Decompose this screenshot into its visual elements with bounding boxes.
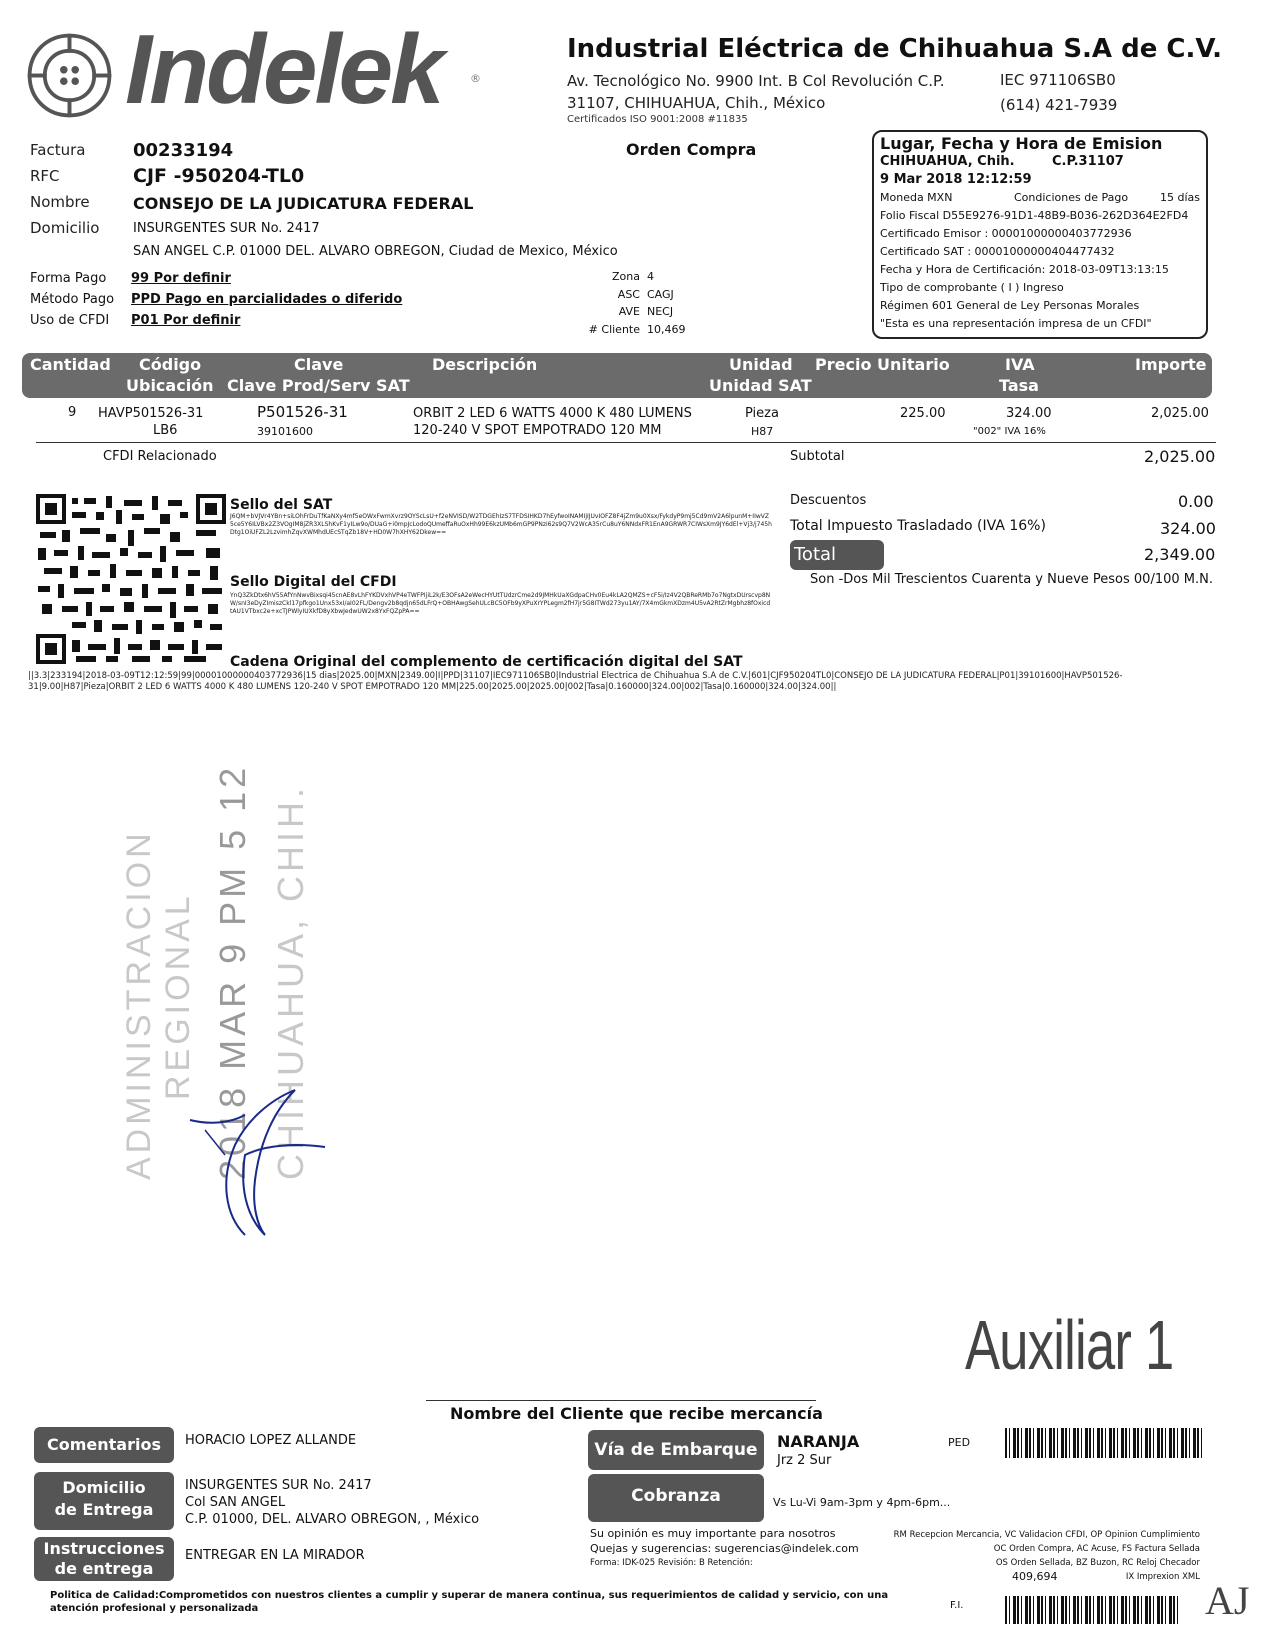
auxiliar-handwriting: Auxiliar 1 <box>965 1306 1174 1384</box>
row-cantidad: 9 <box>68 405 77 420</box>
uso-cfdi: P01 Por definir <box>131 313 241 328</box>
company-contact <box>1000 68 1117 118</box>
col-clave-prod: Clave Prod/Serv SAT <box>227 376 410 395</box>
row-ubicacion: LB6 <box>153 423 178 438</box>
orden-compra: Orden Compra <box>626 140 757 159</box>
rfc-label: RFC <box>30 167 60 185</box>
forma-pago: 99 Por definir <box>131 271 231 286</box>
col-unidad-sat: Unidad SAT <box>709 376 812 395</box>
table-header <box>22 353 1212 398</box>
domicilio-label: Domicilio <box>30 219 100 237</box>
instrucciones-value: ENTREGAR EN LA MIRADOR <box>185 1548 365 1563</box>
total-label: Total <box>790 540 884 570</box>
metodo-pago-label: Método Pago <box>30 292 115 307</box>
via-embarque: NARANJA <box>777 1432 860 1451</box>
emision-lugar: CHIHUAHUA, Chih. <box>880 154 1015 169</box>
col-unidad: Unidad <box>729 355 793 374</box>
registered-mark: ® <box>470 72 481 85</box>
moneda: Moneda MXN <box>880 191 953 204</box>
sello-sat-title: Sello del SAT <box>230 497 333 513</box>
recibe-title: Nombre del Cliente que recibe mercancía <box>450 1404 823 1423</box>
iso-cert: Certificados ISO 9001:2008 #11835 <box>567 114 748 125</box>
logo-text: Indelek <box>125 14 442 124</box>
total-letra: Son -Dos Mil Trescientos Cuarenta y Nueve Pesos 00/100 M.N. <box>810 572 1213 587</box>
factura-label: Factura <box>30 141 86 159</box>
folio-number: 409,694 <box>1012 1570 1058 1583</box>
legend-block: RM Recepcion Mercancia, VC Validacion CFDI, OP Opinion Cumplimiento OC Orden Compra, AC Acuse, FS Factura Sellada OS Orden Sellada, BZ Buzon, RC Reloj Checador 409,694 IX Imprexion XML <box>893 1530 1200 1583</box>
row-iva: 324.00 <box>1006 406 1052 421</box>
client-name: CONSEJO DE LA JUDICATURA FEDERAL <box>133 194 474 213</box>
impuesto-value: 324.00 <box>1160 519 1216 538</box>
barcode-top-icon <box>1005 1428 1205 1458</box>
subtotal-value: 2,025.00 <box>1144 447 1216 466</box>
condiciones-pago: Condiciones de Pago <box>1014 191 1129 204</box>
received-stamp: ADMINISTRACION REGIONAL 2018 MAR 9 PM 5 12 CHIHUAHUA, CHIH. <box>120 763 311 1180</box>
forma: Forma: IDK-025 Revisión: B Retención: <box>590 1558 753 1568</box>
emision-fecha: 9 Mar 2018 12:12:59 <box>880 172 1032 187</box>
cert-emisor: Certificado Emisor : 00001000000403772936 <box>880 227 1132 240</box>
col-codigo: Código <box>139 355 202 374</box>
emision-title: Lugar, Fecha y Hora de Emision <box>880 134 1163 153</box>
row-unidad: Pieza <box>745 406 779 421</box>
sello-cfdi-title: Sello Digital del CFDI <box>230 574 397 590</box>
comentarios-value: HORACIO LOPEZ ALLANDE <box>185 1433 357 1448</box>
cert-sat: Certificado SAT : 00001000000404477432 <box>880 245 1115 258</box>
qr-code-icon <box>36 494 226 664</box>
via-embarque-sub: Jrz 2 Sur <box>777 1453 832 1468</box>
client-address-1: INSURGENTES SUR No. 2417 <box>133 221 320 236</box>
col-tasa: Tasa <box>999 376 1039 395</box>
condiciones-dias: 15 días <box>1160 191 1201 204</box>
cadena-title: Cadena Original del complemento de certificación digital del SAT <box>230 654 743 670</box>
zona-values: 4 CAGJ NECJ 10,469 <box>647 270 686 336</box>
sello-cfdi: YnQ3ZkDtx6hV55AfYnNwvBixsqi45cnAE8vLhFYKDVxhVP4eTWFPIjiL2k/E3OFsA2eWecHYUtTUdzrCme2d9JMHkUaXGdpaCHv0Eu4kLA2QMZS+cF5i/Iz4V2QBReRMb7o7NgtxDUrscvp8NW/snI3eDyZImiszCkl17pfkgo1Unx53xI/aI02FL/Dengv2b8qdjn65dLFrQ+OBHAwgSehULcBC5OFb9yXPuXrYPLegm2fH7jr5G8ITWd273yu1AY/7X4mGkmXDzm4U5vA2RtZrMgbhz8fOxicdtAU1VTbxc2e+xcTJPWlyIUXkfD8yXbwJedwUW2x8YxFQZpPA== <box>230 592 771 615</box>
col-cantidad: Cantidad <box>30 355 111 374</box>
cadena-original: ||3.3|233194|2018-03-09T12:12:59|99|00001000000403772936|15 dias|2025.00|MXN|2349.00|I|PPD|31107|IEC971106SB0|Industrial Electrica de Chihuahua S.A de C.V.|601|CJF950204TL0|CONSEJO DE LA JUDICATURA FEDERAL|P01|39101600|HAVP501526-31|9.00|H87|Pieza|ORBIT 2 LED 6 WATTS 4000 K 480 LUMENS 120-240 V SPOT EMPOTRADO 120 MM|225.00|2025.00|2025.00|002|Tasa|0.160000|324.00|002|Tasa|0.160000|324.00|324.00|| <box>28 671 1123 692</box>
quejas: Quejas y sugerencias: sugerencias@indelek.com <box>590 1542 859 1555</box>
cfdi-relacionado: CFDI Relacionado <box>103 449 217 464</box>
domicilio-entrega-label: Domicilio de Entrega <box>34 1472 174 1530</box>
barcode-bottom-icon <box>1005 1596 1180 1624</box>
fecha-certificacion: Fecha y Hora de Certificación: 2018-03-09T13:13:15 <box>880 263 1169 276</box>
sello-sat: J6QM+bVJVr4YBn+siLOhFrDuTfKaNXy4mf5eOWxFwmXvrz9OYScLsU+f2eNVISD/W2TDGEhIzS7TFDSIHKD7hEyfwoINAMIjIJUvIOFZ8F4jZm9u0Xsx/FykdyP9mj5Cd9mV2A6lpunM+IIwVZ5ce5Y6ILVBx2Z3VOgIM8jZR3XLShKvF1yILw9o/DUaG+i0mpJcLodoQUmeffaRuOxHh99E6kzUMb6mGP9PNzi62s9Q7V2WcA35rCu8uY6NNdxFR1EnA9GRWR7CIWsXm9JY6dEl+Vj3/j745hDtg1OiUFZL2LzvimhZqvXWMhdUEcSTqZb18V+HD0W7hXHY62Dkew== <box>230 513 772 536</box>
total-value: 2,349.00 <box>1144 545 1216 564</box>
recibe-line <box>426 1400 816 1401</box>
client-address-2: SAN ANGEL C.P. 01000 DEL. ALVARO OBREGON, Ciudad de Mexico, México <box>133 244 618 259</box>
row-descripcion-2: 120-240 V SPOT EMPOTRADO 120 MM <box>413 423 662 438</box>
ped-label: PED <box>948 1436 971 1449</box>
col-iva: IVA <box>1005 355 1035 374</box>
company-name: Industrial Eléctrica de Chihuahua S.A de C.V. <box>567 34 1223 64</box>
row-divider <box>36 442 1216 443</box>
client-rfc: CJF -950204-TL0 <box>133 165 305 187</box>
company-phone: (614) 421-7939 <box>1000 96 1118 114</box>
row-clave: P501526-31 <box>257 403 348 421</box>
opinion-block <box>590 1526 859 1571</box>
signature-icon <box>185 1085 345 1240</box>
indelek-logo-icon <box>22 28 117 123</box>
col-descripcion: Descripción <box>432 355 538 374</box>
row-tasa: "002" IVA 16% <box>973 426 1046 437</box>
nombre-label: Nombre <box>30 193 90 211</box>
col-importe: Importe <box>1135 355 1207 374</box>
via-embarque-label: Vía de Embarque <box>588 1430 764 1470</box>
politica-calidad: Politica de Calidad:Comprometidos con nuestros clientes a cumplir y superar de manera continua, sus requerimientos de calidad y servicio, con una atención profesional y personalizada <box>50 1590 889 1614</box>
col-ubicacion: Ubicación <box>126 376 214 395</box>
opinion: Su opinión es muy importante para nosotros <box>590 1527 836 1540</box>
row-importe: 2,025.00 <box>1151 406 1209 421</box>
col-clave: Clave <box>294 355 344 374</box>
fi-label: F.I. <box>950 1600 964 1611</box>
folio-fiscal: Folio Fiscal D55E9276-91D1-48B9-B036-262D364E2FD4 <box>880 209 1189 222</box>
zona-labels: Zona ASC AVE # Cliente <box>588 270 640 336</box>
metodo-pago: PPD Pago en parcialidades o diferido <box>131 292 403 307</box>
row-precio: 225.00 <box>900 406 946 421</box>
descuentos-value: 0.00 <box>1178 492 1214 511</box>
company-address: Av. Tecnológico No. 9900 Int. B Col Revolución C.P. 31107, CHIHUAHUA, Chih., México <box>567 72 945 112</box>
company-rfc: IEC 971106SB0 <box>1000 71 1116 89</box>
comentarios-label: Comentarios <box>34 1427 174 1463</box>
row-codigo: HAVP501526-31 <box>98 406 204 421</box>
row-unidad-sat: H87 <box>751 425 774 438</box>
cobranza-value: Vs Lu-Vi 9am-3pm y 4pm-6pm... <box>773 1496 951 1509</box>
uso-cfdi-label: Uso de CFDI <box>30 313 110 328</box>
cobranza-label: Cobranza <box>588 1474 764 1522</box>
emision-box <box>872 130 1208 339</box>
tipo-comprobante: Tipo de comprobante ( I ) Ingreso <box>880 281 1064 294</box>
impuesto-label: Total Impuesto Trasladado (IVA 16%) <box>790 518 1046 534</box>
domicilio-entrega: INSURGENTES SUR No. 2417 Col SAN ANGEL C.P. 01000, DEL. ALVARO OBREGON, , México <box>185 1478 480 1527</box>
descuentos-label: Descuentos <box>790 493 867 508</box>
representacion: "Esta es una representación impresa de un CFDI" <box>880 317 1152 330</box>
instrucciones-label: Instrucciones de entrega <box>34 1537 174 1581</box>
forma-pago-label: Forma Pago <box>30 271 107 286</box>
regimen: Régimen 601 General de Ley Personas Morales <box>880 299 1140 312</box>
row-descripcion-1: ORBIT 2 LED 6 WATTS 4000 K 480 LUMENS <box>413 406 692 421</box>
subtotal-label: Subtotal <box>790 449 845 464</box>
col-precio: Precio Unitario <box>815 355 950 374</box>
factura-number: 00233194 <box>133 140 234 161</box>
emision-cp: C.P.31107 <box>1052 154 1124 169</box>
initials-handwriting: AJ <box>1205 1578 1250 1623</box>
row-clave-prod: 39101600 <box>257 425 313 438</box>
